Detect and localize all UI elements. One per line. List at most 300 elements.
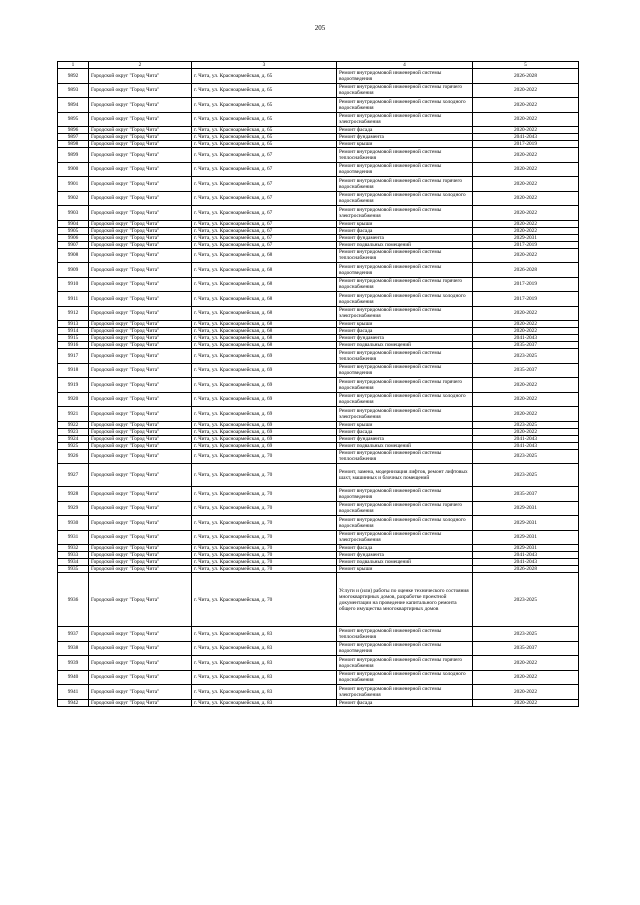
municipality-cell: Городской округ "Город Чита" bbox=[89, 220, 192, 227]
municipality-cell: Городской округ "Город Чита" bbox=[89, 83, 192, 98]
table-row bbox=[58, 559, 579, 566]
period-cell: 2020-2022 bbox=[473, 392, 579, 407]
row-number: 9907 bbox=[58, 241, 89, 248]
period-cell: 2041-2043 bbox=[473, 335, 579, 342]
row-number: 9918 bbox=[58, 363, 89, 378]
work-type-cell: Ремонт фасада bbox=[337, 328, 473, 335]
row-number: 9908 bbox=[58, 248, 89, 263]
municipality-cell: Городской округ "Город Чита" bbox=[89, 545, 192, 552]
municipality-cell: Городской округ "Город Чита" bbox=[89, 306, 192, 321]
address-cell: г. Чита, ул. Красноармейская, д. 69 bbox=[192, 378, 337, 393]
table-body bbox=[58, 69, 579, 707]
address-cell: г. Чита, ул. Красноармейская, д. 70 bbox=[192, 530, 337, 545]
address-cell: г. Чита, ул. Красноармейская, д. 68 bbox=[192, 342, 337, 349]
municipality-cell: Городской округ "Город Чита" bbox=[89, 392, 192, 407]
table-row bbox=[58, 378, 579, 393]
work-type-cell: Ремонт внутридомовой инженерной системы горячего водоснабжения bbox=[337, 501, 473, 516]
municipality-cell: Городской округ "Город Чита" bbox=[89, 501, 192, 516]
row-number: 9935 bbox=[58, 566, 89, 573]
work-type-cell: Ремонт внутридомовой инженерной системы холодного водоснабжения bbox=[337, 516, 473, 531]
period-cell: 2023-2025 bbox=[473, 573, 579, 627]
period-cell: 2029-2031 bbox=[473, 545, 579, 552]
address-cell: г. Чита, ул. Красноармейская, д. 69 bbox=[192, 428, 337, 435]
address-cell: г. Чита, ул. Красноармейская, д. 68 bbox=[192, 306, 337, 321]
row-number: 9923 bbox=[58, 428, 89, 435]
table-row bbox=[58, 191, 579, 206]
work-type-cell: Ремонт, замена, модернизация лифтов, ремонт лифтовых шахт, машинных и блочных помещений bbox=[337, 464, 473, 487]
work-type-cell: Ремонт фасада bbox=[337, 699, 473, 706]
address-cell: г. Чита, ул. Красноармейская, д. 65 bbox=[192, 112, 337, 127]
municipality-cell: Городской округ "Город Чита" bbox=[89, 407, 192, 422]
row-number: 9896 bbox=[58, 127, 89, 134]
period-cell: 2020-2022 bbox=[473, 220, 579, 227]
municipality-cell: Городской округ "Город Чита" bbox=[89, 248, 192, 263]
row-number: 9925 bbox=[58, 442, 89, 449]
work-type-cell: Ремонт фундамента bbox=[337, 234, 473, 241]
address-cell: г. Чита, ул. Красноармейская, д. 69 bbox=[192, 435, 337, 442]
period-cell: 2020-2022 bbox=[473, 83, 579, 98]
address-cell: г. Чита, ул. Красноармейская, д. 68 bbox=[192, 263, 337, 278]
table-row bbox=[58, 220, 579, 227]
address-cell: г. Чита, ул. Красноармейская, д. 83 bbox=[192, 656, 337, 671]
address-cell: г. Чита, ул. Красноармейская, д. 65 bbox=[192, 127, 337, 134]
period-cell: 2029-2031 bbox=[473, 501, 579, 516]
period-cell: 2023-2025 bbox=[473, 464, 579, 487]
municipality-cell: Городской округ "Город Чита" bbox=[89, 241, 192, 248]
row-number: 9917 bbox=[58, 349, 89, 364]
row-number: 9933 bbox=[58, 552, 89, 559]
period-cell: 2020-2022 bbox=[473, 177, 579, 192]
table-row bbox=[58, 234, 579, 241]
municipality-cell: Городской округ "Город Чита" bbox=[89, 98, 192, 113]
period-cell: 2035-2037 bbox=[473, 487, 579, 502]
table-row bbox=[58, 442, 579, 449]
work-type-cell: Ремонт внутридомовой инженерной системы электроснабжения bbox=[337, 306, 473, 321]
address-cell: г. Чита, ул. Красноармейская, д. 70 bbox=[192, 501, 337, 516]
work-type-cell: Ремонт подвальных помещений bbox=[337, 442, 473, 449]
work-type-cell: Ремонт внутридомовой инженерной системы холодного водоснабжения bbox=[337, 392, 473, 407]
table-row bbox=[58, 148, 579, 163]
table-row bbox=[58, 321, 579, 328]
period-cell: 2020-2022 bbox=[473, 328, 579, 335]
address-cell: г. Чита, ул. Красноармейская, д. 67 bbox=[192, 220, 337, 227]
row-number: 9892 bbox=[58, 69, 89, 84]
table-row bbox=[58, 263, 579, 278]
period-cell: 2020-2022 bbox=[473, 227, 579, 234]
period-cell: 2020-2022 bbox=[473, 248, 579, 263]
table-row bbox=[58, 112, 579, 127]
work-type-cell: Ремонт внутридомовой инженерной системы водоотведения bbox=[337, 363, 473, 378]
period-cell: 2020-2022 bbox=[473, 656, 579, 671]
address-cell: г. Чита, ул. Красноармейская, д. 83 bbox=[192, 699, 337, 706]
table-row bbox=[58, 487, 579, 502]
period-cell: 2020-2022 bbox=[473, 428, 579, 435]
address-cell: г. Чита, ул. Красноармейская, д. 70 bbox=[192, 559, 337, 566]
period-cell: 2023-2025 bbox=[473, 627, 579, 642]
address-cell: г. Чита, ул. Красноармейская, д. 83 bbox=[192, 641, 337, 656]
municipality-cell: Городской округ "Город Чита" bbox=[89, 342, 192, 349]
row-number: 9897 bbox=[58, 134, 89, 141]
period-cell: 2041-2043 bbox=[473, 559, 579, 566]
work-type-cell: Ремонт внутридомовой инженерной системы водоотведения bbox=[337, 487, 473, 502]
work-type-cell: Ремонт внутридомовой инженерной системы горячего водоснабжения bbox=[337, 83, 473, 98]
work-type-cell: Ремонт внутридомовой инженерной системы водоотведения bbox=[337, 162, 473, 177]
municipality-cell: Городской округ "Город Чита" bbox=[89, 263, 192, 278]
municipality-cell: Городской округ "Город Чита" bbox=[89, 487, 192, 502]
table-row bbox=[58, 141, 579, 148]
column-header: 2 bbox=[89, 62, 192, 69]
table-row bbox=[58, 641, 579, 656]
table-row bbox=[58, 335, 579, 342]
municipality-cell: Городской округ "Город Чита" bbox=[89, 191, 192, 206]
work-type-cell: Ремонт внутридомовой инженерной системы электроснабжения bbox=[337, 407, 473, 422]
period-cell: 2020-2022 bbox=[473, 148, 579, 163]
municipality-cell: Городской округ "Город Чита" bbox=[89, 141, 192, 148]
work-type-cell: Ремонт внутридомовой инженерной системы теплоснабжения bbox=[337, 627, 473, 642]
table-row bbox=[58, 670, 579, 685]
municipality-cell: Городской округ "Город Чита" bbox=[89, 421, 192, 428]
municipality-cell: Городской округ "Город Чита" bbox=[89, 134, 192, 141]
address-cell: г. Чита, ул. Красноармейская, д. 67 bbox=[192, 191, 337, 206]
row-number: 9939 bbox=[58, 656, 89, 671]
row-number: 9930 bbox=[58, 516, 89, 531]
address-cell: г. Чита, ул. Красноармейская, д. 69 bbox=[192, 407, 337, 422]
address-cell: г. Чита, ул. Красноармейская, д. 69 bbox=[192, 442, 337, 449]
municipality-cell: Городской округ "Город Чита" bbox=[89, 656, 192, 671]
address-cell: г. Чита, ул. Красноармейская, д. 83 bbox=[192, 627, 337, 642]
work-type-cell: Ремонт крыши bbox=[337, 321, 473, 328]
address-cell: г. Чита, ул. Красноармейская, д. 69 bbox=[192, 421, 337, 428]
row-number: 9893 bbox=[58, 83, 89, 98]
municipality-cell: Городской округ "Город Чита" bbox=[89, 428, 192, 435]
address-cell: г. Чита, ул. Красноармейская, д. 67 bbox=[192, 227, 337, 234]
table-row bbox=[58, 501, 579, 516]
page-number: 205 bbox=[314, 24, 326, 32]
period-cell: 2020-2022 bbox=[473, 191, 579, 206]
work-type-cell: Ремонт внутридомовой инженерной системы электроснабжения bbox=[337, 206, 473, 221]
work-type-cell: Ремонт внутридомовой инженерной системы водоотведения bbox=[337, 263, 473, 278]
table-row bbox=[58, 435, 579, 442]
work-type-cell: Услуги и (или) работы по оценке технического состояния многоквартирных домов, разработке проектной документации на проведение капитального ремонта общего имущества многоквартирных домов bbox=[337, 573, 473, 627]
address-cell: г. Чита, ул. Красноармейская, д. 65 bbox=[192, 83, 337, 98]
period-cell: 2026-2028 bbox=[473, 69, 579, 84]
work-type-cell: Ремонт подвальных помещений bbox=[337, 342, 473, 349]
period-cell: 2017-2019 bbox=[473, 292, 579, 307]
table-row bbox=[58, 241, 579, 248]
table-row bbox=[58, 134, 579, 141]
address-cell: г. Чита, ул. Красноармейская, д. 69 bbox=[192, 392, 337, 407]
period-cell: 2020-2022 bbox=[473, 670, 579, 685]
period-cell: 2029-2031 bbox=[473, 516, 579, 531]
address-cell: г. Чита, ул. Красноармейская, д. 68 bbox=[192, 328, 337, 335]
table-row bbox=[58, 699, 579, 706]
work-type-cell: Ремонт внутридомовой инженерной системы холодного водоснабжения bbox=[337, 292, 473, 307]
work-type-cell: Ремонт внутридомовой инженерной системы водоотведения bbox=[337, 641, 473, 656]
work-type-cell: Ремонт фундамента bbox=[337, 435, 473, 442]
table-row bbox=[58, 392, 579, 407]
address-cell: г. Чита, ул. Красноармейская, д. 65 bbox=[192, 98, 337, 113]
address-cell: г. Чита, ул. Красноармейская, д. 70 bbox=[192, 566, 337, 573]
period-cell: 2035-2037 bbox=[473, 363, 579, 378]
table-row bbox=[58, 292, 579, 307]
work-type-cell: Ремонт подвальных помещений bbox=[337, 241, 473, 248]
municipality-cell: Городской округ "Город Чита" bbox=[89, 206, 192, 221]
row-number: 9932 bbox=[58, 545, 89, 552]
work-type-cell: Ремонт внутридомовой инженерной системы холодного водоснабжения bbox=[337, 191, 473, 206]
work-type-cell: Ремонт внутридомовой инженерной системы горячего водоснабжения bbox=[337, 177, 473, 192]
address-cell: г. Чита, ул. Красноармейская, д. 65 bbox=[192, 69, 337, 84]
row-number: 9921 bbox=[58, 407, 89, 422]
work-type-cell: Ремонт внутридомовой инженерной системы холодного водоснабжения bbox=[337, 670, 473, 685]
municipality-cell: Городской округ "Город Чита" bbox=[89, 566, 192, 573]
row-number: 9920 bbox=[58, 392, 89, 407]
period-cell: 2020-2022 bbox=[473, 407, 579, 422]
address-cell: г. Чита, ул. Красноармейская, д. 70 bbox=[192, 516, 337, 531]
table-row bbox=[58, 83, 579, 98]
municipality-cell: Городской округ "Город Чита" bbox=[89, 699, 192, 706]
work-type-cell: Ремонт внутридомовой инженерной системы теплоснабжения bbox=[337, 148, 473, 163]
address-cell: г. Чита, ул. Красноармейская, д. 69 bbox=[192, 363, 337, 378]
period-cell: 2035-2037 bbox=[473, 342, 579, 349]
municipality-cell: Городской округ "Город Чита" bbox=[89, 162, 192, 177]
municipality-cell: Городской округ "Город Чита" bbox=[89, 148, 192, 163]
address-cell: г. Чита, ул. Красноармейская, д. 69 bbox=[192, 349, 337, 364]
table-row bbox=[58, 306, 579, 321]
work-type-cell: Ремонт внутридомовой инженерной системы электроснабжения bbox=[337, 685, 473, 700]
work-type-cell: Ремонт внутридомовой инженерной системы горячего водоснабжения bbox=[337, 656, 473, 671]
row-number: 9931 bbox=[58, 530, 89, 545]
row-number: 9938 bbox=[58, 641, 89, 656]
table-row bbox=[58, 552, 579, 559]
work-type-cell: Ремонт фасада bbox=[337, 127, 473, 134]
period-cell: 2041-2043 bbox=[473, 552, 579, 559]
table-row bbox=[58, 177, 579, 192]
row-number: 9899 bbox=[58, 148, 89, 163]
municipality-cell: Городской округ "Город Чита" bbox=[89, 449, 192, 464]
work-type-cell: Ремонт внутридомовой инженерной системы горячего водоснабжения bbox=[337, 277, 473, 292]
row-number: 9898 bbox=[58, 141, 89, 148]
period-cell: 2020-2022 bbox=[473, 98, 579, 113]
address-cell: г. Чита, ул. Красноармейская, д. 68 bbox=[192, 335, 337, 342]
register-table bbox=[57, 61, 579, 707]
municipality-cell: Городской округ "Город Чита" bbox=[89, 127, 192, 134]
address-cell: г. Чита, ул. Красноармейская, д. 70 bbox=[192, 464, 337, 487]
table-row bbox=[58, 342, 579, 349]
municipality-cell: Городской округ "Город Чита" bbox=[89, 464, 192, 487]
period-cell: 2020-2022 bbox=[473, 378, 579, 393]
period-cell: 2020-2022 bbox=[473, 162, 579, 177]
municipality-cell: Городской округ "Город Чита" bbox=[89, 177, 192, 192]
work-type-cell: Ремонт крыши bbox=[337, 566, 473, 573]
table-row bbox=[58, 516, 579, 531]
row-number: 9910 bbox=[58, 277, 89, 292]
table-row bbox=[58, 530, 579, 545]
period-cell: 2026-2028 bbox=[473, 566, 579, 573]
table-row bbox=[58, 98, 579, 113]
work-type-cell: Ремонт внутридомовой инженерной системы водоотведения bbox=[337, 69, 473, 84]
table-row bbox=[58, 248, 579, 263]
column-header: 3 bbox=[192, 62, 337, 69]
municipality-cell: Городской округ "Город Чита" bbox=[89, 552, 192, 559]
work-type-cell: Ремонт крыши bbox=[337, 421, 473, 428]
municipality-cell: Городской округ "Город Чита" bbox=[89, 435, 192, 442]
table-row bbox=[58, 277, 579, 292]
address-cell: г. Чита, ул. Красноармейская, д. 70 bbox=[192, 449, 337, 464]
row-number: 9929 bbox=[58, 501, 89, 516]
table-row bbox=[58, 162, 579, 177]
address-cell: г. Чита, ул. Красноармейская, д. 70 bbox=[192, 552, 337, 559]
municipality-cell: Городской округ "Город Чита" bbox=[89, 559, 192, 566]
table-row bbox=[58, 545, 579, 552]
table-row bbox=[58, 573, 579, 627]
municipality-cell: Городской округ "Город Чита" bbox=[89, 641, 192, 656]
table-row bbox=[58, 464, 579, 487]
work-type-cell: Ремонт внутридомовой инженерной системы горячего водоснабжения bbox=[337, 378, 473, 393]
table-row bbox=[58, 566, 579, 573]
address-cell: г. Чита, ул. Красноармейская, д. 70 bbox=[192, 573, 337, 627]
address-cell: г. Чита, ул. Красноармейская, д. 83 bbox=[192, 670, 337, 685]
header-row bbox=[58, 62, 579, 69]
work-type-cell: Ремонт внутридомовой инженерной системы теплоснабжения bbox=[337, 449, 473, 464]
row-number: 9906 bbox=[58, 234, 89, 241]
table-row bbox=[58, 449, 579, 464]
period-cell: 2020-2022 bbox=[473, 206, 579, 221]
municipality-cell: Городской округ "Город Чита" bbox=[89, 573, 192, 627]
municipality-cell: Городской округ "Город Чита" bbox=[89, 321, 192, 328]
table-row bbox=[58, 349, 579, 364]
work-type-cell: Ремонт фундамента bbox=[337, 552, 473, 559]
column-header: 4 bbox=[337, 62, 473, 69]
row-number: 9927 bbox=[58, 464, 89, 487]
period-cell: 2029-2031 bbox=[473, 530, 579, 545]
work-type-cell: Ремонт внутридомовой инженерной системы электроснабжения bbox=[337, 530, 473, 545]
work-type-cell: Ремонт фасада bbox=[337, 545, 473, 552]
period-cell: 2026-2028 bbox=[473, 263, 579, 278]
work-type-cell: Ремонт фасада bbox=[337, 428, 473, 435]
table-row bbox=[58, 656, 579, 671]
period-cell: 2029-2031 bbox=[473, 234, 579, 241]
period-cell: 2020-2022 bbox=[473, 112, 579, 127]
row-number: 9914 bbox=[58, 328, 89, 335]
period-cell: 2041-2043 bbox=[473, 435, 579, 442]
period-cell: 2041-2043 bbox=[473, 442, 579, 449]
table-row bbox=[58, 685, 579, 700]
work-type-cell: Ремонт крыши bbox=[337, 220, 473, 227]
municipality-cell: Городской округ "Город Чита" bbox=[89, 442, 192, 449]
work-type-cell: Ремонт крыши bbox=[337, 141, 473, 148]
period-cell: 2020-2022 bbox=[473, 306, 579, 321]
table-row bbox=[58, 407, 579, 422]
table-row bbox=[58, 428, 579, 435]
table-row bbox=[58, 328, 579, 335]
row-number: 9941 bbox=[58, 685, 89, 700]
municipality-cell: Городской округ "Город Чита" bbox=[89, 378, 192, 393]
period-cell: 2017-2019 bbox=[473, 277, 579, 292]
municipality-cell: Городской округ "Город Чита" bbox=[89, 349, 192, 364]
address-cell: г. Чита, ул. Красноармейская, д. 65 bbox=[192, 134, 337, 141]
address-cell: г. Чита, ул. Красноармейская, д. 68 bbox=[192, 277, 337, 292]
address-cell: г. Чита, ул. Красноармейская, д. 83 bbox=[192, 685, 337, 700]
municipality-cell: Городской округ "Город Чита" bbox=[89, 516, 192, 531]
row-number: 9909 bbox=[58, 263, 89, 278]
row-number: 9911 bbox=[58, 292, 89, 307]
table-row bbox=[58, 227, 579, 234]
row-number: 9936 bbox=[58, 573, 89, 627]
address-cell: г. Чита, ул. Красноармейская, д. 67 bbox=[192, 162, 337, 177]
address-cell: г. Чита, ул. Красноармейская, д. 65 bbox=[192, 141, 337, 148]
row-number: 9905 bbox=[58, 227, 89, 234]
address-cell: г. Чита, ул. Красноармейская, д. 68 bbox=[192, 321, 337, 328]
municipality-cell: Городской округ "Город Чита" bbox=[89, 328, 192, 335]
row-number: 9934 bbox=[58, 559, 89, 566]
work-type-cell: Ремонт внутридомовой инженерной системы теплоснабжения bbox=[337, 349, 473, 364]
address-cell: г. Чита, ул. Красноармейская, д. 68 bbox=[192, 248, 337, 263]
municipality-cell: Городской округ "Город Чита" bbox=[89, 685, 192, 700]
period-cell: 2041-2043 bbox=[473, 134, 579, 141]
address-cell: г. Чита, ул. Красноармейская, д. 67 bbox=[192, 206, 337, 221]
municipality-cell: Городской округ "Город Чита" bbox=[89, 69, 192, 84]
address-cell: г. Чита, ул. Красноармейская, д. 67 bbox=[192, 177, 337, 192]
row-number: 9926 bbox=[58, 449, 89, 464]
municipality-cell: Городской округ "Город Чита" bbox=[89, 112, 192, 127]
period-cell: 2020-2022 bbox=[473, 321, 579, 328]
period-cell: 2023-2025 bbox=[473, 449, 579, 464]
row-number: 9919 bbox=[58, 378, 89, 393]
row-number: 9916 bbox=[58, 342, 89, 349]
row-number: 9937 bbox=[58, 627, 89, 642]
row-number: 9942 bbox=[58, 699, 89, 706]
municipality-cell: Городской округ "Город Чита" bbox=[89, 335, 192, 342]
municipality-cell: Городской округ "Город Чита" bbox=[89, 234, 192, 241]
row-number: 9940 bbox=[58, 670, 89, 685]
period-cell: 2020-2022 bbox=[473, 699, 579, 706]
row-number: 9901 bbox=[58, 177, 89, 192]
row-number: 9900 bbox=[58, 162, 89, 177]
column-header: 5 bbox=[473, 62, 579, 69]
period-cell: 2023-2025 bbox=[473, 421, 579, 428]
row-number: 9928 bbox=[58, 487, 89, 502]
row-number: 9924 bbox=[58, 435, 89, 442]
row-number: 9913 bbox=[58, 321, 89, 328]
address-cell: г. Чита, ул. Красноармейская, д. 67 bbox=[192, 234, 337, 241]
period-cell: 2017-2019 bbox=[473, 241, 579, 248]
column-header: 1 bbox=[58, 62, 89, 69]
row-number: 9904 bbox=[58, 220, 89, 227]
work-type-cell: Ремонт фундамента bbox=[337, 134, 473, 141]
address-cell: г. Чита, ул. Красноармейская, д. 67 bbox=[192, 148, 337, 163]
table-row bbox=[58, 69, 579, 84]
period-cell: 2020-2022 bbox=[473, 127, 579, 134]
row-number: 9915 bbox=[58, 335, 89, 342]
period-cell: 2017-2019 bbox=[473, 141, 579, 148]
period-cell: 2035-2037 bbox=[473, 641, 579, 656]
municipality-cell: Городской округ "Город Чита" bbox=[89, 277, 192, 292]
municipality-cell: Городской округ "Город Чита" bbox=[89, 227, 192, 234]
row-number: 9903 bbox=[58, 206, 89, 221]
work-type-cell: Ремонт фасада bbox=[337, 227, 473, 234]
work-type-cell: Ремонт внутридомовой инженерной системы электроснабжения bbox=[337, 112, 473, 127]
period-cell: 2023-2025 bbox=[473, 349, 579, 364]
work-type-cell: Ремонт фундамента bbox=[337, 335, 473, 342]
work-type-cell: Ремонт внутридомовой инженерной системы холодного водоснабжения bbox=[337, 98, 473, 113]
municipality-cell: Городской округ "Город Чита" bbox=[89, 627, 192, 642]
table-row bbox=[58, 206, 579, 221]
address-cell: г. Чита, ул. Красноармейская, д. 67 bbox=[192, 241, 337, 248]
period-cell: 2020-2022 bbox=[473, 685, 579, 700]
table-row bbox=[58, 627, 579, 642]
address-cell: г. Чита, ул. Красноармейская, д. 70 bbox=[192, 545, 337, 552]
municipality-cell: Городской округ "Город Чита" bbox=[89, 363, 192, 378]
